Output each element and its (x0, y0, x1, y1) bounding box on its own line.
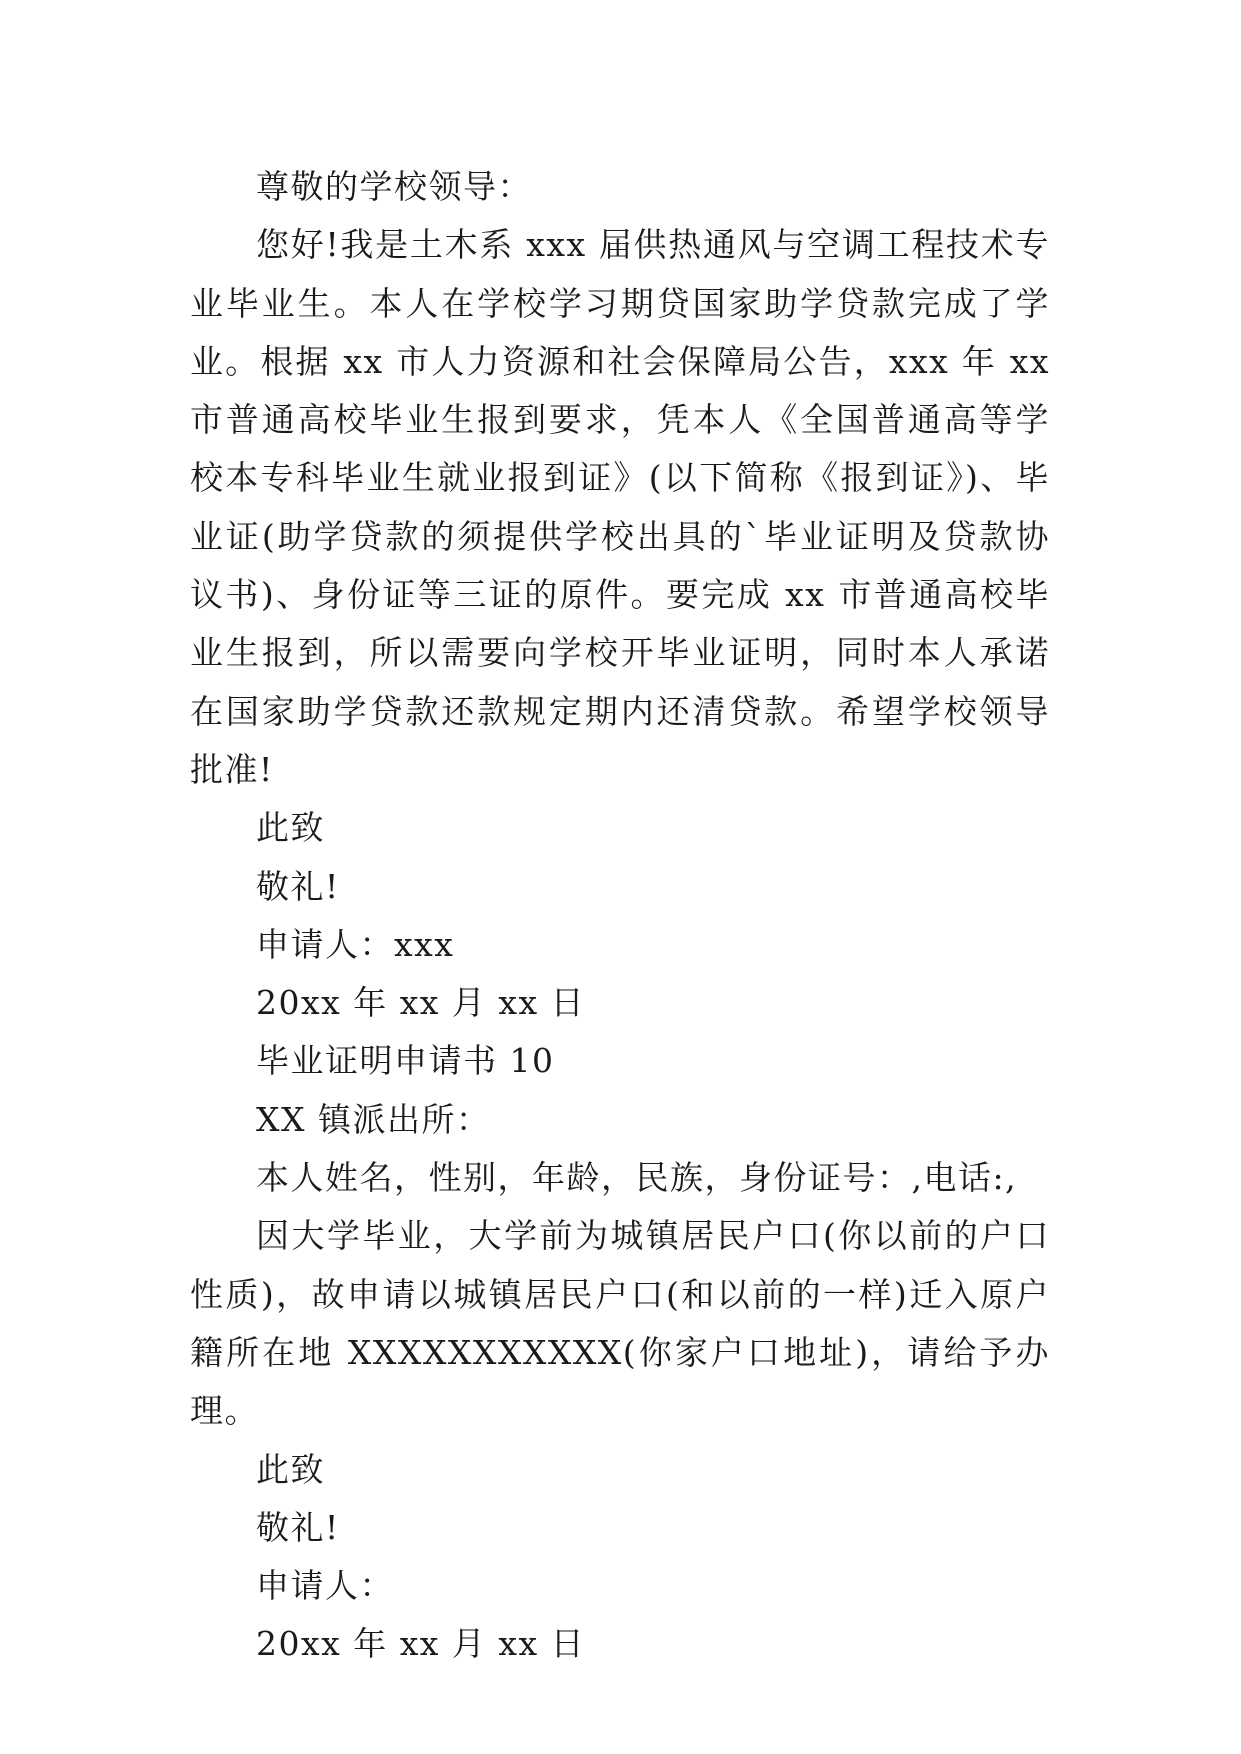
closing-jingli-2: 敬礼! (256, 1507, 340, 1547)
section-title: 毕业证明申请书 10 (256, 1041, 555, 1081)
closing-cizhi-2: 此致 (256, 1449, 325, 1489)
letter-content (190, 158, 1050, 1674)
personal-info-line: 本人姓名，性别，年龄，民族，身份证号：,电话:, (256, 1158, 1018, 1198)
salutation-school: 尊敬的学校领导： (256, 167, 532, 206)
closing-jingli: 敬礼! (256, 866, 340, 906)
date-line: 20xx 年 xx 月 xx 日 (256, 983, 586, 1023)
applicant-line-2: 申请人： (256, 1566, 394, 1606)
letter-body-hukou: 因大学毕业，大学前为城镇居民户口(你以前的户口性质)，故申请以城镇居民户口(和以前的一样)迁入原户籍所在地 XXXXXXXXXXX(你家户口地址)，请给予办理。 (190, 1216, 1050, 1431)
applicant-line: 申请人：xxx (256, 924, 455, 964)
date-line-2: 20xx 年 xx 月 xx 日 (256, 1624, 586, 1664)
salutation-police-station: XX 镇派出所： (256, 1099, 491, 1139)
letter-body-graduation-proof: 您好!我是土木系 xxx 届供热通风与空调工程技术专业毕业生。本人在学校学习期贷国家助学贷款完成了学业。根据 xx 市人力资源和社会保障局公告，xxx 年 xx 市普通高校毕业生报到要求，凭本人《全国普通高等学校本专科毕业生就业报到证》(以下简称《报到证》)、毕业证(助学贷款的须提供学校出具的`毕业证明及贷款协议书)、身份证等三证的原件。要完成 xx 市普通高校毕业生报到，所以需要向学校开毕业证明，同时本人承诺在国家助学贷款还款规定期内还清贷款。希望学校领导批准! (190, 225, 1050, 789)
closing-cizhi: 此致 (256, 808, 325, 848)
